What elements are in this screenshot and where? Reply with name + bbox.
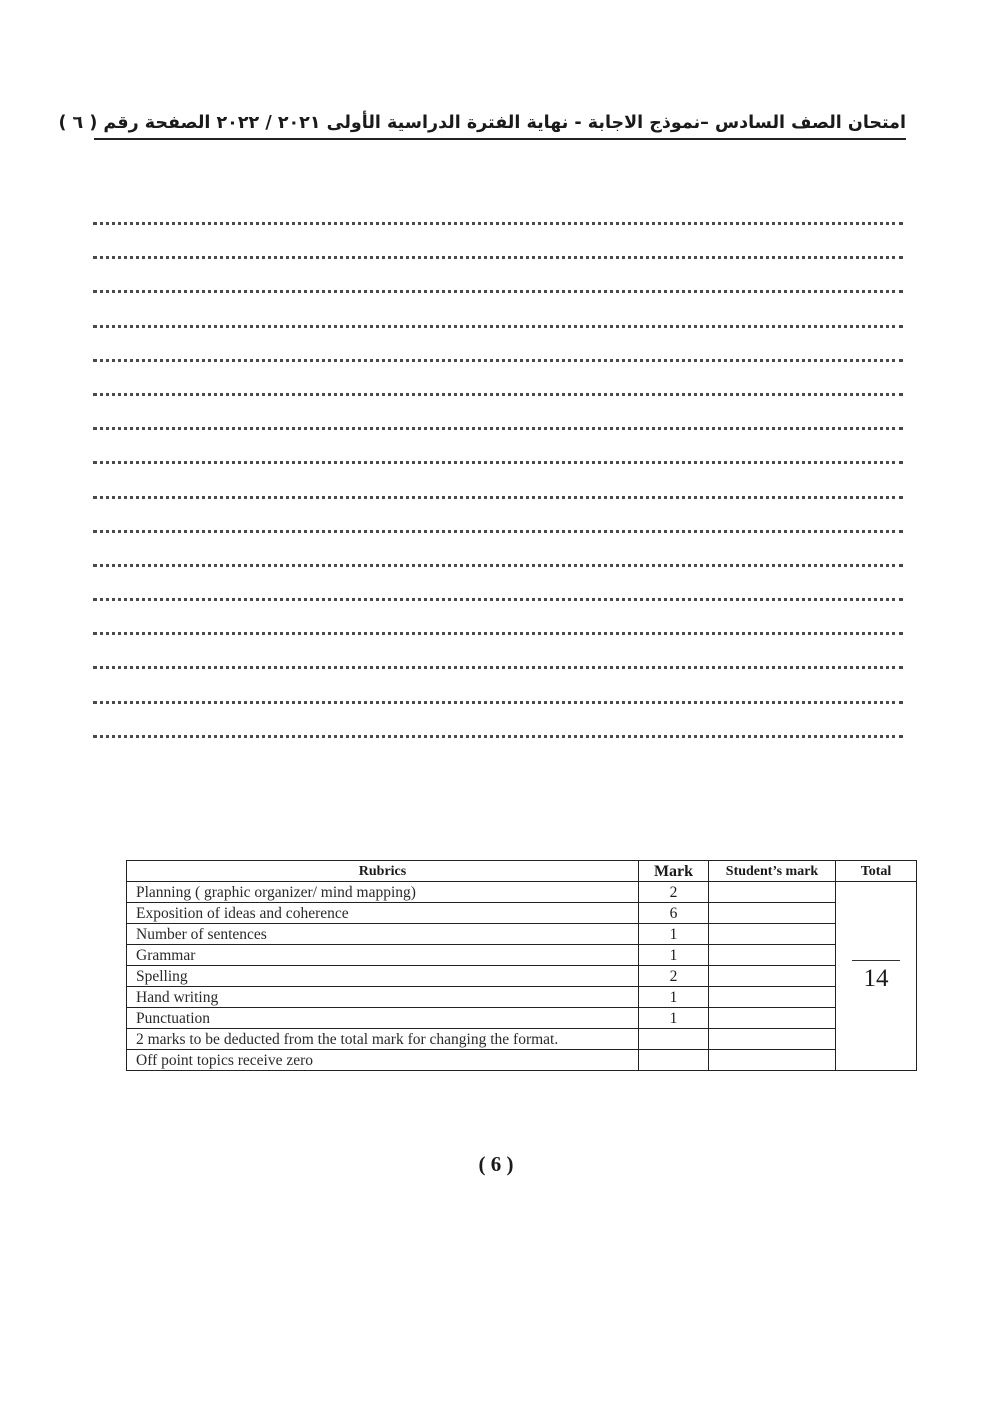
students-mark-column-header: Student’s mark bbox=[709, 861, 836, 882]
answer-line[interactable] bbox=[93, 415, 903, 430]
answer-lines bbox=[93, 210, 903, 757]
students-mark-cell[interactable] bbox=[709, 966, 836, 987]
answer-line[interactable] bbox=[93, 689, 903, 704]
table-row bbox=[127, 1029, 917, 1050]
criterion-cell: Spelling bbox=[127, 966, 639, 987]
mark-cell: 1 bbox=[639, 987, 709, 1008]
answer-line[interactable] bbox=[93, 449, 903, 464]
mark-cell: 1 bbox=[639, 1008, 709, 1029]
table-row bbox=[127, 945, 917, 966]
students-mark-cell[interactable] bbox=[709, 1050, 836, 1071]
criterion-cell: Number of sentences bbox=[127, 924, 639, 945]
rubrics-table bbox=[126, 860, 917, 1071]
table-header-row bbox=[127, 861, 917, 882]
mark-cell: 2 bbox=[639, 882, 709, 903]
students-mark-cell[interactable] bbox=[709, 903, 836, 924]
students-mark-cell[interactable] bbox=[709, 987, 836, 1008]
total-column-header: Total bbox=[836, 861, 917, 882]
answer-line[interactable] bbox=[93, 723, 903, 738]
criterion-cell: Exposition of ideas and coherence bbox=[127, 903, 639, 924]
students-mark-cell[interactable] bbox=[709, 924, 836, 945]
total-value: 14 bbox=[852, 960, 900, 993]
criterion-cell: 2 marks to be deducted from the total mark for changing the format. bbox=[127, 1029, 639, 1050]
mark-cell: 2 bbox=[639, 966, 709, 987]
answer-line[interactable] bbox=[93, 244, 903, 259]
table-row bbox=[127, 903, 917, 924]
criterion-cell: Off point topics receive zero bbox=[127, 1050, 639, 1071]
page-number: ( 6 ) bbox=[478, 1152, 514, 1176]
mark-cell: 6 bbox=[639, 903, 709, 924]
mark-cell: 1 bbox=[639, 924, 709, 945]
table-row bbox=[127, 1008, 917, 1029]
table-row bbox=[127, 882, 917, 903]
answer-line[interactable] bbox=[93, 381, 903, 396]
rubrics-column-header: Rubrics bbox=[127, 861, 639, 882]
students-mark-cell[interactable] bbox=[709, 882, 836, 903]
criterion-cell: Punctuation bbox=[127, 1008, 639, 1029]
total-cell bbox=[836, 882, 917, 1071]
answer-line[interactable] bbox=[93, 654, 903, 669]
table-row bbox=[127, 924, 917, 945]
students-mark-cell[interactable] bbox=[709, 1008, 836, 1029]
answer-line[interactable] bbox=[93, 518, 903, 533]
answer-line[interactable] bbox=[93, 552, 903, 567]
page-header: امتحان الصف السادس –نموذج الاجابة - نهاية الفترة الدراسية الأولى ٢٠٢١ / ٢٠٢٢ الصفحة رقم ( ٦ ) bbox=[94, 108, 906, 140]
criterion-cell: Hand writing bbox=[127, 987, 639, 1008]
students-mark-cell[interactable] bbox=[709, 945, 836, 966]
answer-line[interactable] bbox=[93, 484, 903, 499]
answer-line[interactable] bbox=[93, 313, 903, 328]
students-mark-cell[interactable] bbox=[709, 1029, 836, 1050]
criterion-cell: Grammar bbox=[127, 945, 639, 966]
mark-cell bbox=[639, 1050, 709, 1071]
table-row bbox=[127, 987, 917, 1008]
mark-cell bbox=[639, 1029, 709, 1050]
mark-cell: 1 bbox=[639, 945, 709, 966]
answer-line[interactable] bbox=[93, 586, 903, 601]
mark-column-header: Mark bbox=[639, 861, 709, 882]
answer-line[interactable] bbox=[93, 620, 903, 635]
table-row bbox=[127, 1050, 917, 1071]
answer-line[interactable] bbox=[93, 278, 903, 293]
criterion-cell: Planning ( graphic organizer/ mind mapping) bbox=[127, 882, 639, 903]
table-row bbox=[127, 966, 917, 987]
answer-line[interactable] bbox=[93, 347, 903, 362]
answer-line[interactable] bbox=[93, 210, 903, 225]
